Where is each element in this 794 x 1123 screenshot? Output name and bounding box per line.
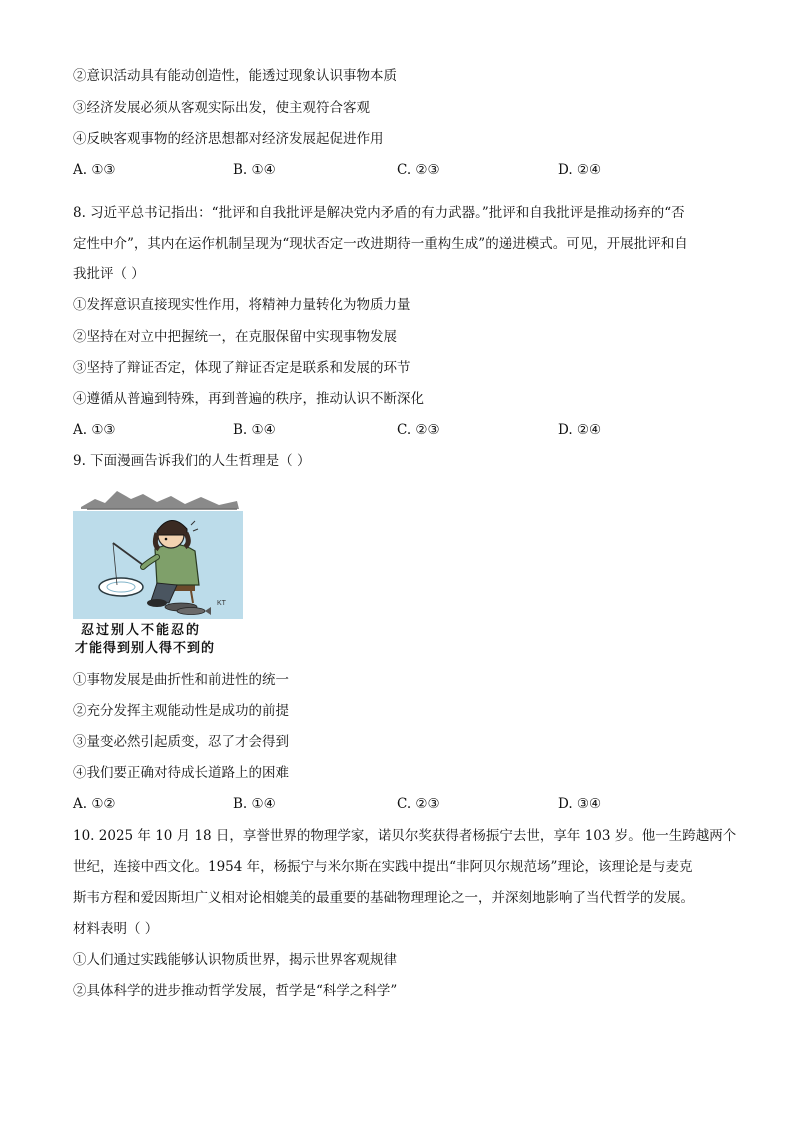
q7-option-d: D. ②④ [558, 162, 602, 178]
q10-item-1: ①人们通过实践能够认识物质世界，揭示世界客观规律 [73, 952, 397, 968]
q8-option-c: C. ②③ [397, 422, 440, 438]
q9-stem: 9. 下面漫画告诉我们的人生哲理是（ ） [73, 453, 311, 469]
q9-item-4: ④我们要正确对待成长道路上的困难 [73, 765, 289, 781]
q10-stem-line-1: 10. 2025 年 10 月 18 日，享誉世界的物理学家，诺贝尔奖获得者杨振宁去世，享年 103 岁。他一生跨越两个 [73, 828, 737, 844]
q7-item-4: ④反映客观事物的经济思想都对经济发展起促进作用 [73, 131, 384, 147]
q7-option-b: B. ①④ [233, 162, 276, 178]
q8-item-4: ④遵循从普遍到特殊，再到普遍的秩序，推动认识不断深化 [73, 391, 424, 407]
q8-option-d: D. ②④ [558, 422, 602, 438]
cartoon-caption-line-2: 才能得到别人得不到的 [75, 641, 216, 655]
cartoon-caption-line-1: 忍过别人不能忍的 [81, 623, 202, 638]
q7-option-a: A. ①③ [73, 162, 116, 178]
q10-stem-line-2: 世纪，连接中西文化。1954 年，杨振宁与米尔斯在实践中提出“非阿贝尔规范场”理论，该理论是与麦克 [73, 859, 693, 875]
q8-item-1: ①发挥意识直接现实性作用，将精神力量转化为物质力量 [73, 297, 411, 313]
q7-item-3: ③经济发展必须从客观实际出发，使主观符合客观 [73, 100, 370, 116]
svg-text:KT: KT [217, 600, 226, 607]
q10-item-2: ②具体科学的进步推动哲学发展，哲学是“科学之科学” [73, 983, 398, 999]
q8-stem-line-1: 8. 习近平总书记指出：“批评和自我批评是解决党内矛盾的有力武器。”批评和自我批评是推动扬弃的“否 [73, 205, 685, 221]
q8-option-a: A. ①③ [73, 422, 116, 438]
q8-item-3: ③坚持了辩证否定，体现了辩证否定是联系和发展的环节 [73, 360, 411, 376]
q10-stem-line-4: 材料表明（ ） [73, 921, 159, 937]
ice-fishing-cartoon [73, 485, 243, 655]
q8-stem-line-2: 定性中介”，其内在运作机制呈现为“现状否定一改进期待一重构生成”的递进模式。可见，开展批评和自 [73, 236, 688, 252]
q10-stem-line-3: 斯韦方程和爱因斯坦广义相对论相媲美的最重要的基础物理理论之一，并深刻地影响了当代哲学的发展。 [73, 890, 694, 906]
q8-item-2: ②坚持在对立中把握统一，在克服保留中实现事物发展 [73, 329, 397, 345]
q9-option-b: B. ①④ [233, 796, 276, 812]
q8-option-b: B. ①④ [233, 422, 276, 438]
q7-item-2: ②意识活动具有能动创造性，能透过现象认识事物本质 [73, 68, 397, 84]
q8-stem-line-3: 我批评（ ） [73, 266, 145, 282]
q9-option-a: A. ①② [73, 796, 116, 812]
q9-item-2: ②充分发挥主观能动性是成功的前提 [73, 703, 289, 719]
q9-item-1: ①事物发展是曲折性和前进性的统一 [73, 672, 289, 688]
q9-option-c: C. ②③ [397, 796, 440, 812]
q9-option-d: D. ③④ [558, 796, 602, 812]
q7-option-c: C. ②③ [397, 162, 440, 178]
q9-item-3: ③量变必然引起质变，忍了才会得到 [73, 734, 289, 750]
